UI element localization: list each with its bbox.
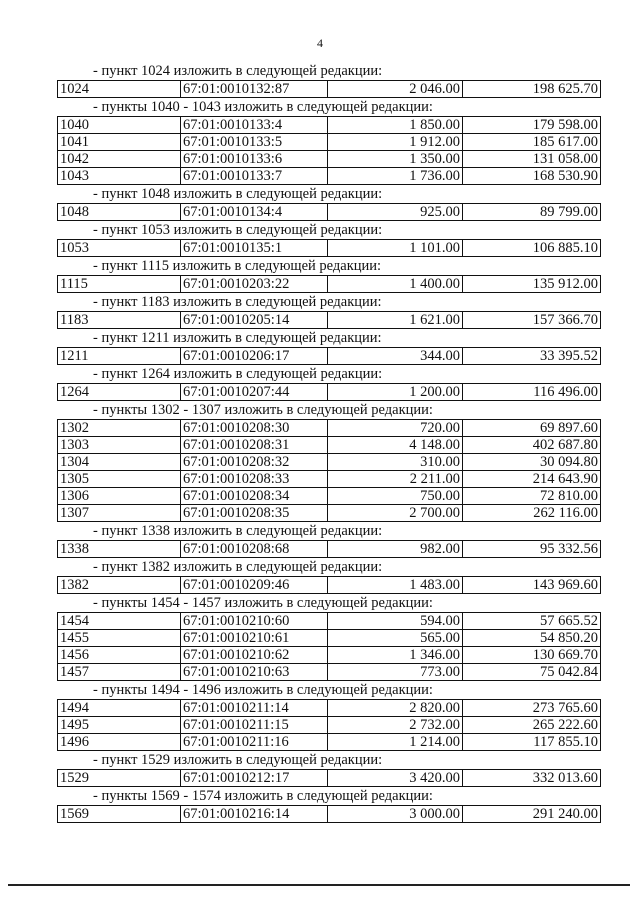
data-table: [57, 383, 601, 401]
bottom-divider: [8, 884, 630, 886]
cost-value: 95 332.56: [463, 541, 601, 558]
data-table: [57, 116, 601, 185]
section-heading: - пункты 1494 - 1496 изложить в следующей редакции:: [93, 682, 433, 698]
cost-value: 214 643.90: [463, 471, 601, 488]
section-heading: - пункт 1183 изложить в следующей редакции:: [93, 294, 382, 310]
area-value: 1 101.00: [328, 240, 463, 257]
cost-value: 131 058.00: [463, 151, 601, 168]
area-value: 1 346.00: [328, 647, 463, 664]
item-number: 1494: [58, 700, 181, 717]
section-heading: - пункт 1382 изложить в следующей редакции:: [93, 559, 383, 575]
area-value: 310.00: [328, 454, 463, 471]
cadastral-number: 67:01:0010211:15: [181, 717, 328, 734]
cost-value: 185 617.00: [463, 134, 601, 151]
amendments-list: [57, 62, 601, 823]
cadastral-number: 67:01:0010210:61: [181, 630, 328, 647]
item-number: 1042: [58, 151, 181, 168]
cadastral-number: 67:01:0010205:14: [181, 312, 328, 329]
data-table: [57, 80, 601, 98]
cost-value: 106 885.10: [463, 240, 601, 257]
item-number: 1495: [58, 717, 181, 734]
item-number: 1264: [58, 384, 181, 401]
table-row: [58, 577, 601, 594]
cost-value: 117 855.10: [463, 734, 601, 751]
area-value: 2 732.00: [328, 717, 463, 734]
table-row: [58, 505, 601, 522]
table-row: [58, 204, 601, 221]
item-number: 1306: [58, 488, 181, 505]
item-number: 1302: [58, 420, 181, 437]
item-number: 1454: [58, 613, 181, 630]
data-table: [57, 275, 601, 293]
data-table: [57, 805, 601, 823]
table-row: [58, 734, 601, 751]
item-number: 1211: [58, 348, 181, 365]
cost-value: 130 669.70: [463, 647, 601, 664]
item-number: 1303: [58, 437, 181, 454]
area-value: 1 736.00: [328, 168, 463, 185]
area-value: 773.00: [328, 664, 463, 681]
cadastral-number: 67:01:0010134:4: [181, 204, 328, 221]
section-heading: - пункт 1211 изложить в следующей редакции:: [93, 330, 382, 346]
data-table: [57, 699, 601, 751]
cost-value: 262 116.00: [463, 505, 601, 522]
table-row: [58, 806, 601, 823]
table-row: [58, 613, 601, 630]
table-row: [58, 348, 601, 365]
area-value: 720.00: [328, 420, 463, 437]
area-value: 1 621.00: [328, 312, 463, 329]
area-value: 3 420.00: [328, 770, 463, 787]
item-number: 1304: [58, 454, 181, 471]
table-row: [58, 81, 601, 98]
item-number: 1048: [58, 204, 181, 221]
area-value: 1 350.00: [328, 151, 463, 168]
data-table: [57, 576, 601, 594]
cost-value: 157 366.70: [463, 312, 601, 329]
item-number: 1529: [58, 770, 181, 787]
table-row: [58, 700, 601, 717]
cadastral-number: 67:01:0010133:7: [181, 168, 328, 185]
cost-value: 89 799.00: [463, 204, 601, 221]
table-row: [58, 488, 601, 505]
cost-value: 33 395.52: [463, 348, 601, 365]
table-row: [58, 384, 601, 401]
item-number: 1024: [58, 81, 181, 98]
section-heading: - пункт 1048 изложить в следующей редакции:: [93, 186, 383, 202]
data-table: [57, 239, 601, 257]
item-number: 1305: [58, 471, 181, 488]
cadastral-number: 67:01:0010211:14: [181, 700, 328, 717]
area-value: 1 214.00: [328, 734, 463, 751]
cost-value: 30 094.80: [463, 454, 601, 471]
cadastral-number: 67:01:0010135:1: [181, 240, 328, 257]
cost-value: 198 625.70: [463, 81, 601, 98]
item-number: 1307: [58, 505, 181, 522]
cadastral-number: 67:01:0010209:46: [181, 577, 328, 594]
table-row: [58, 770, 601, 787]
data-table: [57, 540, 601, 558]
cadastral-number: 67:01:0010211:16: [181, 734, 328, 751]
cadastral-number: 67:01:0010133:6: [181, 151, 328, 168]
cost-value: 54 850.20: [463, 630, 601, 647]
section-heading: - пункты 1569 - 1574 изложить в следующей редакции:: [93, 788, 433, 804]
cadastral-number: 67:01:0010203:22: [181, 276, 328, 293]
table-row: [58, 647, 601, 664]
area-value: 344.00: [328, 348, 463, 365]
cadastral-number: 67:01:0010212:17: [181, 770, 328, 787]
area-value: 925.00: [328, 204, 463, 221]
item-number: 1496: [58, 734, 181, 751]
area-value: 1 912.00: [328, 134, 463, 151]
page-number: 4: [317, 36, 323, 50]
section-heading: - пункт 1529 изложить в следующей редакции:: [93, 752, 383, 768]
item-number: 1183: [58, 312, 181, 329]
area-value: 594.00: [328, 613, 463, 630]
table-row: [58, 117, 601, 134]
item-number: 1338: [58, 541, 181, 558]
cost-value: 143 969.60: [463, 577, 601, 594]
data-table: [57, 419, 601, 522]
item-number: 1053: [58, 240, 181, 257]
area-value: 2 700.00: [328, 505, 463, 522]
cost-value: 69 897.60: [463, 420, 601, 437]
cost-value: 135 912.00: [463, 276, 601, 293]
table-row: [58, 630, 601, 647]
item-number: 1040: [58, 117, 181, 134]
cadastral-number: 67:01:0010208:68: [181, 541, 328, 558]
cadastral-number: 67:01:0010210:63: [181, 664, 328, 681]
data-table: [57, 203, 601, 221]
area-value: 1 200.00: [328, 384, 463, 401]
cost-value: 57 665.52: [463, 613, 601, 630]
table-row: [58, 471, 601, 488]
item-number: 1457: [58, 664, 181, 681]
item-number: 1041: [58, 134, 181, 151]
cadastral-number: 67:01:0010208:31: [181, 437, 328, 454]
item-number: 1382: [58, 577, 181, 594]
section-heading: - пункт 1338 изложить в следующей редакции:: [93, 523, 383, 539]
table-row: [58, 134, 601, 151]
item-number: 1569: [58, 806, 181, 823]
cadastral-number: 67:01:0010208:34: [181, 488, 328, 505]
area-value: 2 820.00: [328, 700, 463, 717]
cadastral-number: 67:01:0010216:14: [181, 806, 328, 823]
cost-value: 75 042.84: [463, 664, 601, 681]
cadastral-number: 67:01:0010208:32: [181, 454, 328, 471]
table-row: [58, 240, 601, 257]
table-row: [58, 168, 601, 185]
area-value: 1 483.00: [328, 577, 463, 594]
cost-value: 273 765.60: [463, 700, 601, 717]
table-row: [58, 312, 601, 329]
section-heading: - пункт 1264 изложить в следующей редакции:: [93, 366, 383, 382]
item-number: 1456: [58, 647, 181, 664]
cadastral-number: 67:01:0010210:62: [181, 647, 328, 664]
cost-value: 332 013.60: [463, 770, 601, 787]
cadastral-number: 67:01:0010206:17: [181, 348, 328, 365]
section-heading: - пункт 1053 изложить в следующей редакции:: [93, 222, 383, 238]
cadastral-number: 67:01:0010208:35: [181, 505, 328, 522]
cost-value: 291 240.00: [463, 806, 601, 823]
table-row: [58, 541, 601, 558]
cadastral-number: 67:01:0010133:5: [181, 134, 328, 151]
cadastral-number: 67:01:0010133:4: [181, 117, 328, 134]
cost-value: 179 598.00: [463, 117, 601, 134]
data-table: [57, 612, 601, 681]
section-heading: - пункт 1115 изложить в следующей редакции:: [93, 258, 382, 274]
area-value: 3 000.00: [328, 806, 463, 823]
area-value: 1 850.00: [328, 117, 463, 134]
table-row: [58, 454, 601, 471]
section-heading: - пункты 1454 - 1457 изложить в следующей редакции:: [93, 595, 433, 611]
item-number: 1455: [58, 630, 181, 647]
cost-value: 265 222.60: [463, 717, 601, 734]
area-value: 2 046.00: [328, 81, 463, 98]
cost-value: 168 530.90: [463, 168, 601, 185]
item-number: 1043: [58, 168, 181, 185]
data-table: [57, 347, 601, 365]
table-row: [58, 420, 601, 437]
cadastral-number: 67:01:0010207:44: [181, 384, 328, 401]
cadastral-number: 67:01:0010208:33: [181, 471, 328, 488]
section-heading: - пункт 1024 изложить в следующей редакции:: [93, 63, 383, 79]
cost-value: 402 687.80: [463, 437, 601, 454]
area-value: 565.00: [328, 630, 463, 647]
cost-value: 116 496.00: [463, 384, 601, 401]
area-value: 4 148.00: [328, 437, 463, 454]
table-row: [58, 276, 601, 293]
table-row: [58, 437, 601, 454]
cadastral-number: 67:01:0010132:87: [181, 81, 328, 98]
cadastral-number: 67:01:0010210:60: [181, 613, 328, 630]
area-value: 1 400.00: [328, 276, 463, 293]
data-table: [57, 769, 601, 787]
table-row: [58, 664, 601, 681]
item-number: 1115: [58, 276, 181, 293]
cost-value: 72 810.00: [463, 488, 601, 505]
table-row: [58, 717, 601, 734]
cadastral-number: 67:01:0010208:30: [181, 420, 328, 437]
area-value: 2 211.00: [328, 471, 463, 488]
section-heading: - пункты 1302 - 1307 изложить в следующей редакции:: [93, 402, 433, 418]
area-value: 750.00: [328, 488, 463, 505]
area-value: 982.00: [328, 541, 463, 558]
section-heading: - пункты 1040 - 1043 изложить в следующей редакции:: [93, 99, 433, 115]
data-table: [57, 311, 601, 329]
table-row: [58, 151, 601, 168]
